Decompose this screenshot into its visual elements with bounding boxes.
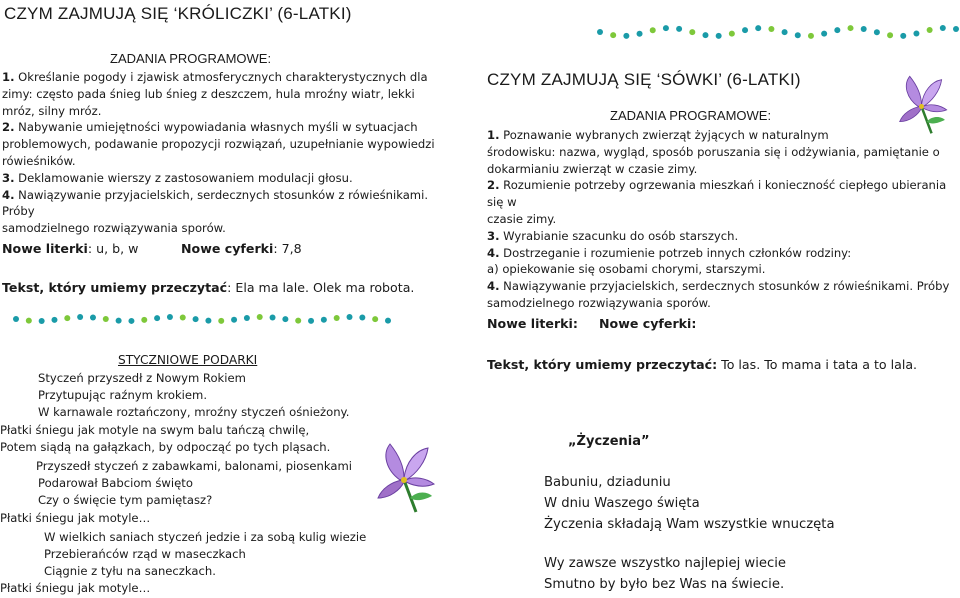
- task-text: problemowych, podawanie propozycji rozwiązań, uzupełnianie wypowiedzi: [2, 137, 435, 152]
- poem-line: Styczeń przyszedł z Nowym Rokiem: [38, 371, 246, 385]
- decorative-dot: [26, 318, 32, 324]
- task-text: Dostrzeganie i rozumienie potrzeb innych członków rodziny:: [499, 245, 852, 260]
- decorative-dot: [689, 29, 695, 35]
- task-text: Deklamowanie wierszy z zastosowaniem modulacji głosu.: [14, 170, 353, 185]
- decorative-dot: [257, 314, 263, 320]
- task-text: rówieśników.: [2, 153, 76, 168]
- decorative-dot: [77, 314, 83, 320]
- decorative-dot: [39, 318, 45, 324]
- reading-text-value: : Ela ma lale. Olek ma robota.: [227, 280, 415, 295]
- task-number: 3.: [2, 170, 15, 185]
- poem-line: Płatki śniegu jak motyle…: [0, 581, 151, 596]
- decorative-dot: [953, 26, 959, 32]
- task-line: [2, 86, 442, 103]
- task-line: [2, 69, 442, 86]
- new-digits-row: [181, 241, 302, 256]
- decorative-dot: [913, 31, 919, 37]
- flower-icon: [376, 440, 438, 514]
- right-new-digits-label: Nowe cyferki:: [599, 316, 697, 331]
- decorative-dot: [231, 317, 237, 323]
- decorative-dot: [372, 316, 378, 322]
- decorative-dot: [180, 314, 186, 320]
- wishes-title: „Życzenia”: [568, 434, 650, 449]
- wishes-body: [544, 472, 835, 595]
- task-text: samodzielnego rozwiązywania sporów.: [487, 295, 711, 310]
- decorative-dot: [768, 26, 774, 32]
- new-letters-row: [2, 241, 138, 256]
- task-number: 4.: [487, 279, 500, 294]
- task-number: 1.: [487, 128, 500, 142]
- task-text: Nawiązywanie przyjacielskich, serdecznych stosunków z rówieśnikami. Próby: [499, 279, 950, 294]
- decorative-dot: [90, 314, 96, 320]
- poem-line: Płatki śniegu jak motyle na swym balu tańczą chwilę,: [0, 422, 310, 437]
- task-text: Nabywanie umiejętności wypowiadania własnych myśli w sytuacjach: [14, 120, 418, 135]
- right-task-list: [487, 127, 957, 312]
- task-line: [487, 295, 957, 312]
- decorative-dot: [940, 25, 946, 31]
- task-number: 4.: [2, 187, 15, 202]
- right-dot-divider: [596, 24, 960, 46]
- right-subtitle: ZADANIA PROGRAMOWE:: [610, 108, 772, 123]
- right-reading-text-value: To las. To mama i tata a to lala.: [717, 357, 918, 372]
- decorative-dot: [334, 315, 340, 321]
- decorative-dot: [321, 317, 327, 323]
- task-number: 1.: [2, 70, 15, 84]
- decorative-dot: [193, 316, 199, 322]
- decorative-dot: [103, 316, 109, 322]
- new-letters-label: Nowe literki: [2, 241, 88, 256]
- task-line: [2, 119, 442, 136]
- decorative-dot: [702, 32, 708, 38]
- wishes-line: Babuniu, dziaduniu: [544, 475, 671, 490]
- decorative-dot: [927, 27, 933, 33]
- decorative-dot: [308, 318, 314, 324]
- decorative-dot: [887, 32, 893, 38]
- left-subtitle: ZADANIA PROGRAMOWE:: [110, 51, 272, 66]
- decorative-dot: [359, 315, 365, 321]
- new-letters-value: : u, b, w: [87, 241, 139, 256]
- decorative-dot: [795, 32, 801, 38]
- task-line: [487, 177, 957, 211]
- decorative-dot: [347, 314, 353, 320]
- decorative-dot: [218, 318, 224, 324]
- decorative-dot: [861, 26, 867, 32]
- task-text: samodzielnego rozwiązywania sporów.: [2, 221, 226, 236]
- right-title: CZYM ZAJMUJĄ SIĘ ‘SÓWKI’ (6-LATKI): [487, 70, 801, 89]
- decorative-dot: [663, 25, 669, 31]
- decorative-dot: [742, 27, 748, 33]
- task-text: środowisku: nazwa, wygląd, sposób poruszania się i odżywiania, pamiętanie o: [487, 144, 940, 159]
- task-line: [2, 153, 442, 170]
- decorative-dot: [597, 29, 603, 35]
- decorative-dot: [676, 26, 682, 32]
- decorative-dot: [729, 31, 735, 37]
- poem-line: W wielkich saniach styczeń jedzie i za sobą kulig wiezie: [44, 529, 367, 544]
- task-line: [2, 170, 442, 187]
- decorative-dot: [64, 315, 70, 321]
- task-text: a) opiekowanie się osobami chorymi, starszymi.: [487, 262, 766, 277]
- decorative-dot: [821, 31, 827, 37]
- task-line: [487, 144, 957, 161]
- wishes-line: Smutno by było bez Was na świecie.: [544, 577, 785, 592]
- decorative-dot: [128, 318, 134, 324]
- poem-line: Czy o święcie tym pamiętasz?: [38, 493, 213, 508]
- wishes-line: Życzenia składają Wam wszystkie wnuczęta: [544, 517, 835, 532]
- poem-line: Potem siądą na gałązkach, by odpocząć po tych pląsach.: [0, 439, 331, 454]
- poem-line: Płatki śniegu jak motyle…: [0, 510, 151, 525]
- task-text: Nawiązywanie przyjacielskich, serdecznych stosunków z rówieśnikami. Próby: [2, 187, 429, 219]
- right-reading-text-row: [487, 357, 917, 372]
- decorative-dot: [385, 318, 391, 324]
- task-number: 2.: [2, 120, 15, 135]
- decorative-dot: [716, 33, 722, 39]
- task-number: 4.: [487, 245, 500, 260]
- poem-line: Przebierańców rząd w maseczkach: [44, 547, 246, 562]
- task-text: zimy: często pada śnieg lub śnieg z deszczem, hula mroźny wiatr, lekki: [2, 86, 415, 101]
- decorative-dot: [51, 317, 57, 323]
- decorative-dot: [205, 318, 211, 324]
- decorative-dot: [900, 33, 906, 39]
- task-text: Rozumienie potrzeby ogrzewania mieszkań i konieczność ciepłego ubierania się w: [487, 178, 947, 210]
- poem-line: W karnawale roztańczony, mroźny styczeń ośnieżony.: [38, 405, 350, 420]
- task-line: [2, 187, 442, 221]
- right-new-letters-label: Nowe literki:: [487, 316, 578, 331]
- poem-line: Ciągnie z tyłu na saneczkach.: [44, 564, 216, 579]
- decorative-dot: [650, 27, 656, 33]
- task-text: mróz, silny mróz.: [2, 103, 102, 118]
- decorative-dot: [623, 33, 629, 39]
- poem-line: Przyszedł styczeń z zabawkami, balonami, piosenkami: [36, 459, 353, 474]
- decorative-dot: [295, 318, 301, 324]
- task-line: [487, 261, 957, 278]
- poem-line: Przytupując raźnym krokiem.: [38, 388, 207, 403]
- task-line: [487, 278, 957, 295]
- task-line: [487, 127, 957, 144]
- decorative-dot: [874, 29, 880, 35]
- task-text: Określanie pogody i zjawisk atmosferycznych charakterystycznych dla: [14, 70, 428, 84]
- poem-title: STYCZNIOWE PODARKI: [118, 353, 258, 367]
- decorative-dot: [755, 25, 761, 31]
- task-number: 2.: [487, 178, 500, 193]
- left-title: CZYM ZAJMUJĄ SIĘ ‘KRÓLICZKI’ (6-LATKI): [4, 4, 352, 23]
- task-line: [487, 211, 957, 228]
- decorative-dot: [637, 31, 643, 37]
- wishes-line: W dniu Waszego święta: [544, 496, 700, 511]
- task-line: [487, 161, 957, 178]
- task-text: Wyrabianie szacunku do osób starszych.: [499, 228, 739, 243]
- new-digits-label: Nowe cyferki: [181, 241, 274, 256]
- task-text: czasie zimy.: [487, 211, 557, 226]
- task-line: [2, 136, 442, 153]
- decorative-dot: [244, 315, 250, 321]
- reading-text-row: [2, 280, 414, 295]
- decorative-dot: [13, 316, 19, 322]
- task-line: [487, 228, 957, 245]
- decorative-dot: [167, 314, 173, 320]
- decorative-dot: [610, 32, 616, 38]
- decorative-dot: [782, 29, 788, 35]
- reading-text-label: Tekst, który umiemy przeczytać: [2, 280, 228, 295]
- decorative-dot: [141, 317, 147, 323]
- decorative-dot: [282, 316, 288, 322]
- task-text: dokarmianiu zwierząt w czasie zimy.: [487, 161, 698, 176]
- task-line: [487, 245, 957, 262]
- decorative-dot: [154, 315, 160, 321]
- wishes-line: Wy zawsze wszystko najlepiej wiecie: [544, 556, 787, 571]
- decorative-dot: [270, 314, 276, 320]
- decorative-dot: [848, 25, 854, 31]
- right-reading-text-label: Tekst, który umiemy przeczytać:: [487, 357, 718, 372]
- task-number: 3.: [487, 228, 500, 243]
- task-line: [2, 103, 442, 120]
- left-dot-divider: [12, 313, 392, 329]
- decorative-dot: [834, 27, 840, 33]
- decorative-dot: [116, 318, 122, 324]
- decorative-dot: [808, 33, 814, 39]
- new-digits-value: : 7,8: [273, 241, 302, 256]
- wishes-line: [544, 535, 835, 553]
- poem-line: Podarował Babciom święto: [38, 476, 193, 491]
- task-line: [2, 220, 442, 237]
- task-text: Poznawanie wybranych zwierząt żyjących w naturalnym: [499, 128, 829, 142]
- left-task-list: [2, 69, 442, 237]
